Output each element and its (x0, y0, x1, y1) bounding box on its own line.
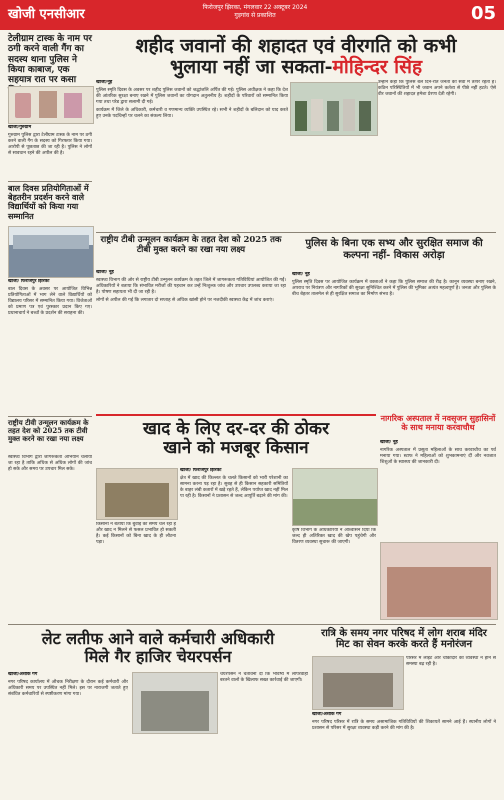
bottom-left-body: खोजी/अशोक गर्ग नगर परिषद कार्यालय में औचक निरीक्षण के दौरान कई कर्मचारी और अधिकारी समय पर उपस्थित नहीं मिले। इस पर नाराजगी जताते हुए संबंधित कर्मचारियों से स्पष्टीकरण मांगा गया। (8, 672, 128, 698)
left-tb-body: स्वास्थ्य विभाग द्वारा जागरूकता अभियान चलाया जा रहा है ताकि अधिक से अधिक लोगों की जांच हो सके और समय पर उपचार मिल सके। (8, 455, 92, 473)
left-tb-headline: राष्ट्रीय टीवी उन्मूलन कार्यक्रम के तहत देश को 2025 तक टीवी मुक्त करने का रखा नया लक्ष्य (8, 418, 89, 444)
newspaper-name: खोजी एनसीआर (8, 7, 85, 22)
bottom-left-headline-line2: मिले गैर हाजिर चेयरपर्सन (84, 646, 232, 666)
farmer-photo-right (292, 468, 378, 526)
brief-byline: खोजी/गुरुग्राम (8, 125, 32, 130)
farmer-body-left: किसानों ने बताया कि बुवाई का समय चल रहा है और खाद न मिलने से फसल प्रभावित हो सकती है। कई किसानों को बिना खाद के ही लौटना पड़ा। (96, 522, 176, 546)
brief-body: खोजी/गुरुग्राम गुरुग्राम पुलिस द्वारा टेलीग्राम टास्क के नाम पर ठगी करने वाली गैंग के सदस्य को गिरफ्तार किया गया। आरोपी से पूछताछ की जा रही है। पुलिस ने लोगों से सावधान रहने की अपील की है। (8, 125, 92, 157)
police-body: खोजी/ नूंह पुलिस स्मृति दिवस पर आयोजित कार्यक्रम में वक्ताओं ने कहा कि पुलिस समाज की रीढ़ है। कानून व्यवस्था बनाए रखने, अपराध पर नियंत्रण और नागरिकों की सुरक्षा सुनिश्चित करने में पुलिस की भूमिका अत्यंत महत्वपूर्ण है। जनता और पुलिस के बीच बेहतर तालमेल से ही सुरक्षित समाज का निर्माण संभव है। (292, 272, 496, 298)
farmer-body: खोजी/ फिरोजपुर झिरका क्षेत्र में खाद की किल्लत के चलते किसानों को भारी परेशानी का सामना करना पड़ रहा है। सुबह से ही किसान सहकारी समितियों के बाहर लंबी कतारों में खड़े रहते हैं, लेकिन पर्याप्त खाद नहीं मिल पा रही है। किसानों ने प्रशासन से जल्द आपूर्ति बढ़ाने की मांग की। (180, 468, 288, 500)
masthead (0, 0, 504, 30)
bottom-left-photo (132, 672, 218, 734)
main-headline-line1: शहीद जवानों की शहादत एवं वीरगति को कभी (135, 35, 457, 57)
school-byline: खोजी/ फिरोजपुर झिरका (8, 279, 50, 284)
brief-photo (8, 86, 94, 124)
farmer-byline: खोजी/ फिरोजपुर झिरका (180, 468, 222, 473)
bottom-left-byline: खोजी/अशोक गर्ग (8, 672, 38, 677)
bottom-right-headline-line2: मिट का सेवन करके करते हैं मनोरंजन (335, 639, 473, 650)
bottom-left-headline (8, 630, 308, 665)
bottom-right-body: खोजी/अशोक गर्ग नगर परिषद परिसर में रात्रि के समय असामाजिक गतिविधियों की शिकायतें सामने आई हैं। स्थानीय लोगों ने प्रशासन से परिसर में सुरक्षा व्यवस्था कड़ी करने की मांग की है। (312, 712, 496, 732)
police-headline: पुलिस के बिना एक सभ्य और सुरक्षित समाज की कल्पना नहीं- विकास अरोड़ा (305, 238, 483, 261)
school-headline: बाल दिवस प्रतियोगिताओं में बेहतरीन प्रदर्शन करने वाले विद्यार्थियों को किया गया सम्मानित (8, 183, 89, 221)
page-number: 05 (470, 3, 496, 24)
bottom-right-headline-line1: रात्रि के समय नगर परिषद में लोग शराब मंदिर (321, 628, 487, 639)
bottom-right-body-top: परिसर में लाइट और चौकीदार की व्यवस्था न होने से समस्या बढ़ रही है। (406, 656, 496, 668)
main-story-byline: खोजी/नूंह (96, 80, 113, 85)
main-story-photo (290, 82, 378, 136)
main-story-body: खोजी/नूंह पुलिस स्मृति दिवस के अवसर पर शहीद पुलिस जवानों को श्रद्धांजलि अर्पित की गई। पुलिस अधीक्षक ने कहा कि देश की आंतरिक सुरक्षा बनाए रखने में पुलिस जवानों का योगदान अतुलनीय है। शहीदों के परिवारों को सम्मानित किया गया तथा परेड द्वारा सलामी दी गई। कार्यक्रम में जिले के अधिकारी, कर्मचारी व गणमान्य व्यक्ति उपस्थित रहे। सभी ने शहीदों के बलिदान को याद करते हुए उनके पदचिन्हों पर चलने का संकल्प लिया। (96, 80, 288, 120)
main-headline-line2-black: भुलाया नहीं जा सकता- (169, 55, 333, 78)
dateline-text: फिरोजपुर झिरका, मंगलवार 22 अक्टूबर 2024 (202, 4, 308, 11)
bottom-left-body-right: चेयरपर्सन ने चेतावनी दी कि भविष्य में लापरवाही बरतने वालों के खिलाफ सख्त कार्रवाई की जाएगी। (220, 672, 308, 684)
tb-headline: राष्ट्रीय टीबी उन्मूलन कार्यक्रम के तहत देश को 2025 तक टीबी मुक्त करने का रखा नया लक्ष्य (100, 235, 282, 255)
hospital-photo (380, 542, 498, 620)
main-story-body-right: उन्होंने कहा कि पुलिस बल दिन-रात जनता की सेवा में तत्पर रहता है। कठिन परिस्थितियों में भी जवान अपने कर्तव्य से पीछे नहीं हटते। ऐसे वीर जवानों की शहादत हमेशा प्रेरणा देती रहेगी। (378, 80, 496, 98)
tb-body: खोजी/ नूंह स्वास्थ्य विभाग की ओर से राष्ट्रीय टीबी उन्मूलन कार्यक्रम के तहत जिले में जागरूकता गतिविधियां आयोजित की गईं। अधिकारियों ने बताया कि संभावित मरीजों की पहचान कर उन्हें निःशुल्क जांच और उपचार उपलब्ध कराया जा रहा है। पोषण सहायता भी दी जा रही है। लोगों से अपील की गई कि लगातार दो सप्ताह से अधिक खांसी होने पर नजदीकी स्वास्थ्य केंद्र में जांच कराएं। (96, 270, 286, 304)
school-photo (8, 226, 94, 278)
main-headline-line2 (96, 57, 496, 78)
school-body: खोजी/ फिरोजपुर झिरका बाल दिवस के अवसर पर आयोजित विभिन्न प्रतियोगिताओं में भाग लेने वाले विद्यार्थियों को विद्यालय परिसर में सम्मानित किया गया। विजेताओं को प्रमाण पत्र एवं पुरस्कार प्रदान किए गए। प्रधानाचार्य ने बच्चों के प्रदर्शन की सराहना की। (8, 279, 92, 317)
main-headline (96, 36, 496, 78)
main-headline-line2-red: मोहिन्दर सिंह (332, 55, 423, 78)
hospital-headline: नागरिक अस्पताल में नवसृजन सुहासिनों के साथ मनाया करवाचौथ (380, 413, 496, 433)
bottom-right-photo (312, 656, 404, 710)
hospital-body: खोजी/ नूंह नागरिक अस्पताल में प्रसूता महिलाओं के साथ करवाचौथ का पर्व मनाया गया। स्टाफ ने महिलाओं को शुभकामनाएं दीं और नवजात शिशुओं के स्वास्थ्य की जानकारी दी। (380, 440, 496, 466)
farmer-headline-line2: खाने को मजबूर किसान (163, 437, 309, 458)
farmer-headline (96, 420, 376, 457)
dateline-subtext: गुड़गांव से प्रकाशित (234, 12, 276, 19)
bottom-right-byline: खोजी/अशोक गर्ग (312, 712, 342, 717)
farmer-body-right: कृषि विभाग के अधिकारियों ने आश्वासन दिया कि जल्द ही अतिरिक्त खाद की खेप पहुंचेगी और वितरण व्यवस्था सुचारू की जाएगी। (292, 528, 376, 546)
police-byline: खोजी/ नूंह (292, 272, 310, 277)
dateline (160, 4, 350, 20)
farmer-headline-line1: खाद के लिए दर-दर की ठोकर (142, 419, 330, 439)
bottom-right-headline (312, 628, 496, 650)
hospital-byline: खोजी/ नूंह (380, 440, 398, 445)
farmer-photo-left (96, 468, 178, 520)
tb-byline: खोजी/ नूंह (96, 270, 114, 275)
bottom-left-headline-line1: लेट लतीफ आने वाले कर्मचारी अधिकारी (41, 629, 275, 648)
brief-headline: टेलीग्राम टास्क के नाम पर ठगी करने वाली गैंग का सदस्य थाना पुलिस ने किया काबाज, एक सहयात्र रात पर कसा (8, 34, 92, 86)
